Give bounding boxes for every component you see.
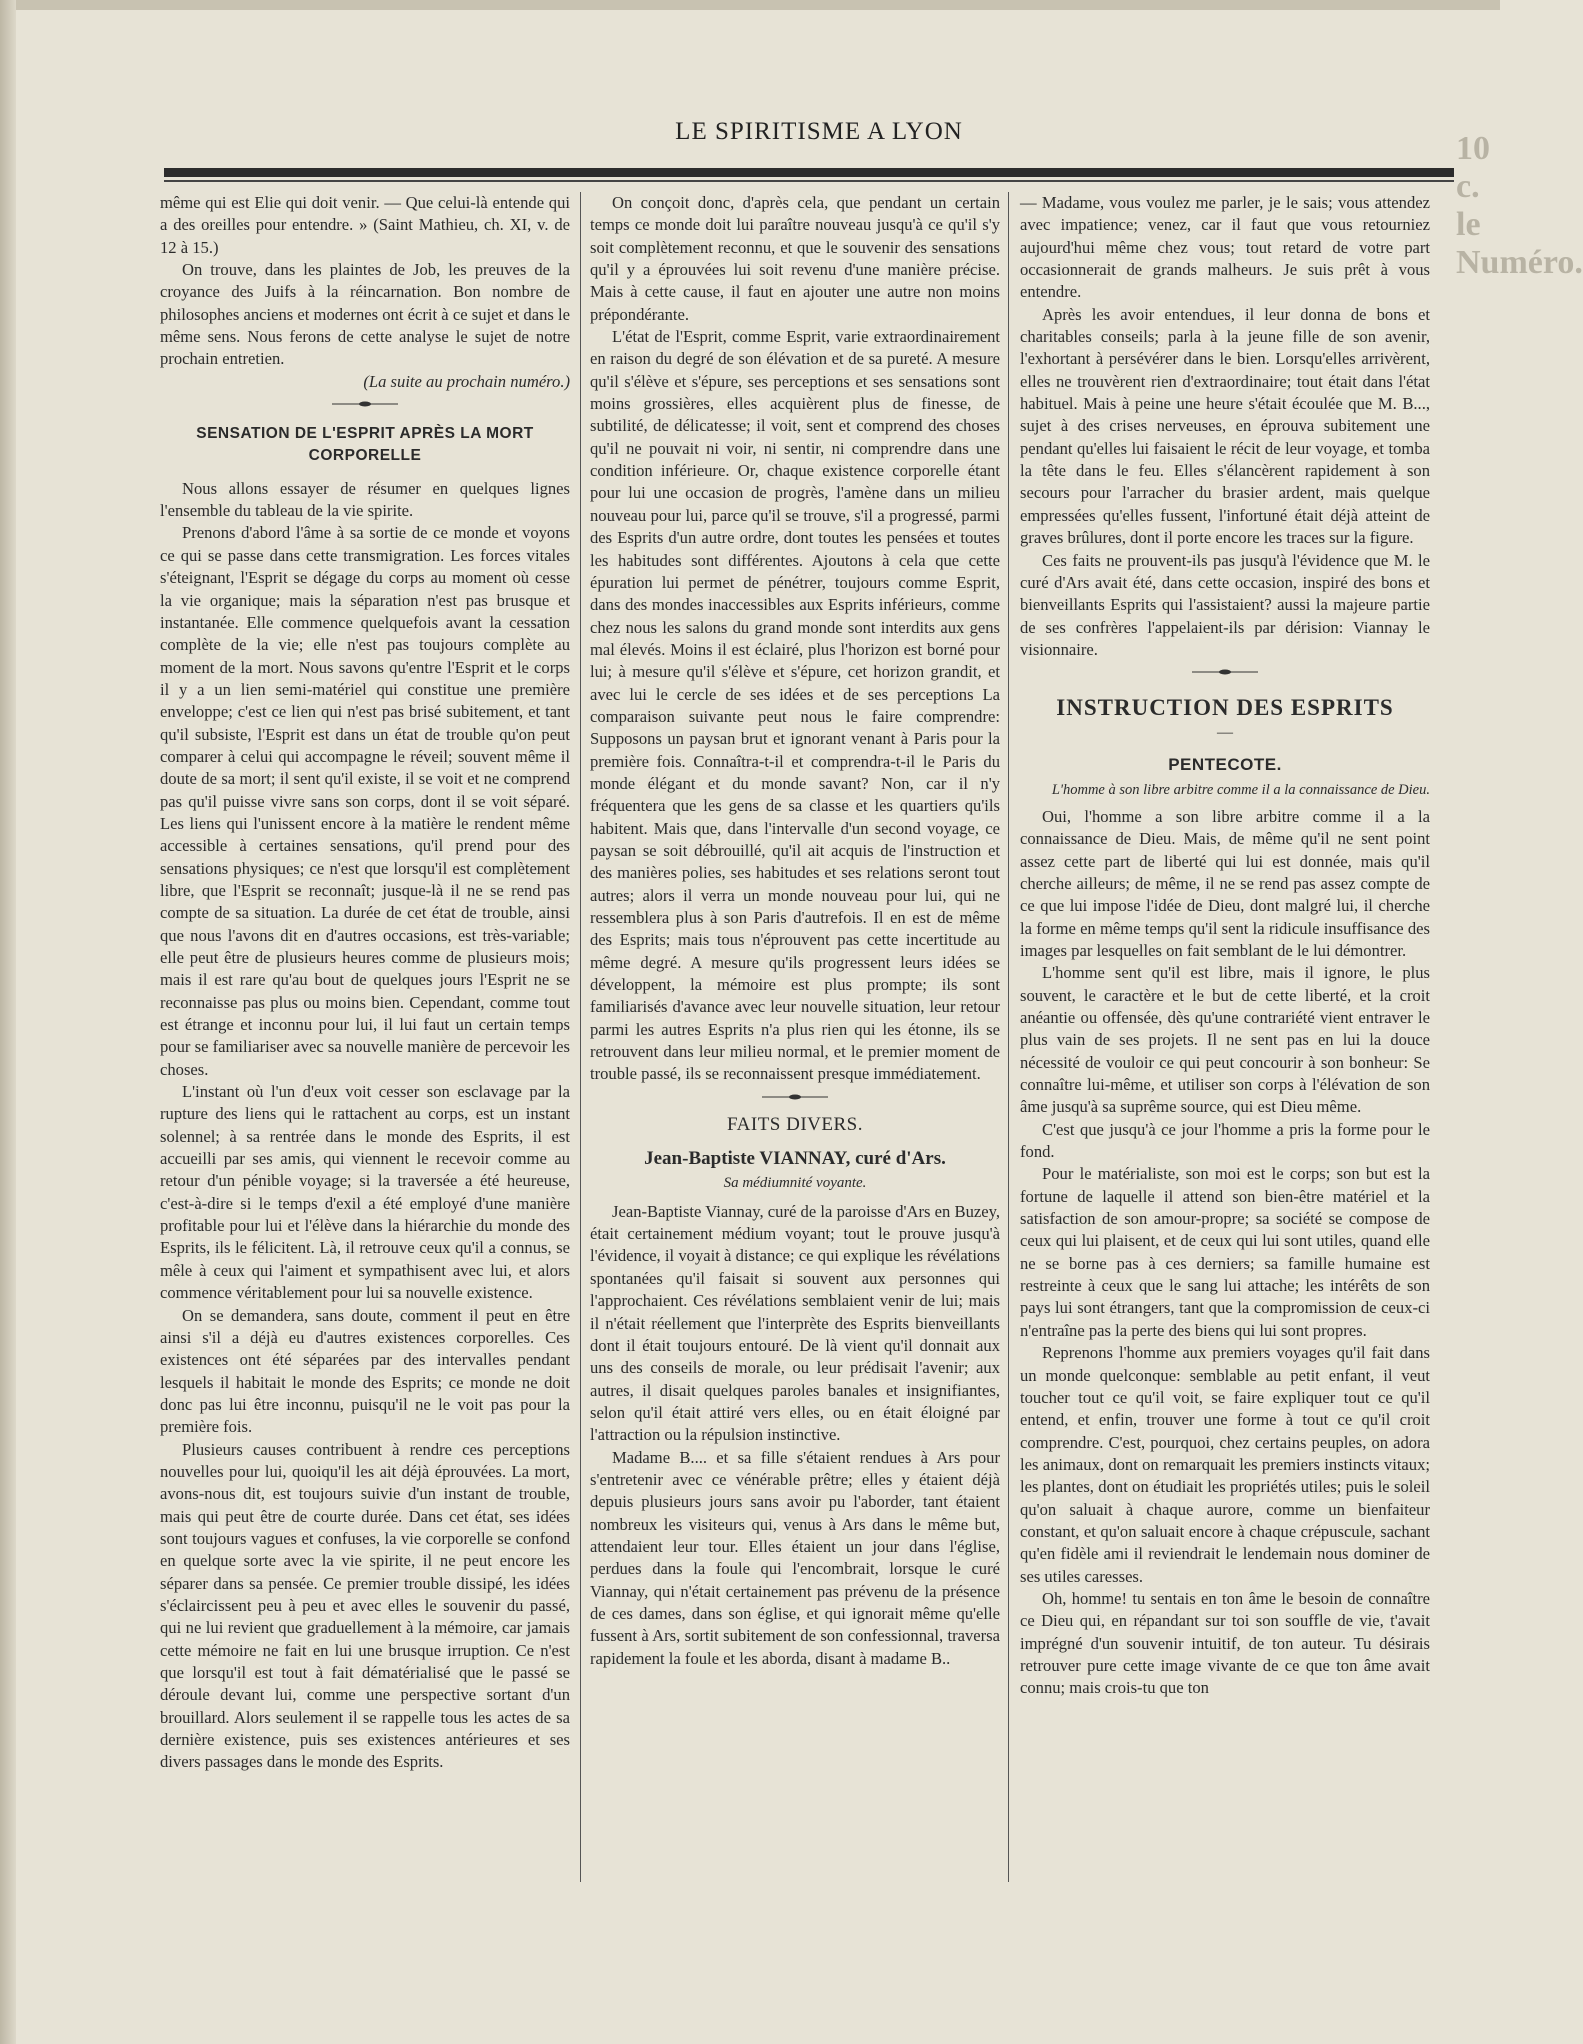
page-left-edge: [0, 0, 16, 2044]
paragraph: C'est que jusqu'à ce jour l'homme a pris la forme pour le fond.: [1020, 1119, 1430, 1162]
paragraph: Oh, homme! tu sentais en ton âme le besoin de connaître ce Dieu qui, en répandant sur toi son souffle de vie, t'avait imprégné d'un souvenir intuitif, de ton auteur. Tu désirais retrouver pure cette image vivante de ce que ton âme avait connu; mais crois-tu que ton: [1020, 1588, 1430, 1698]
paragraph: On conçoit donc, d'après cela, que pendant un certain temps ce monde doit lui paraître nouveau jusqu'à ce qu'il s'y soit complètement reconnu, et que le souvenir des sensations qu'il y a éprouvées lui soit revenu d'une manière précise. Mais à cette cause, il faut en ajouter une autre non moins prépondérante.: [590, 193, 1000, 324]
ornament-divider: [1190, 667, 1260, 677]
page-header: [164, 118, 1474, 146]
ornament-divider: [330, 399, 400, 409]
paragraph: Après les avoir entendues, il leur donna de bons et charitables conseils; parla à la jeune fille de son avenir, l'exhortant à persévérer dans le bien. Lorsqu'elles arrivèrent, elles ne trouvèrent rien d'extraordinaire; tout était dans l'état habituel. Mais à peine une heure s'était écoulée que M. B..., sujet à des crises nerveuses, en éprouva subitement une pendant qu'elles lui faisaient le récit de leur voyage, et tomba la tête dans le feu. Elles s'élancèrent rapidement à son secours pour l'arracher du brasier ardent, mais quelque empressées qu'elles fussent, l'infortuné était déjà atteint de graves brûlures, dont il porte encore les traces sur la figure.: [1020, 304, 1430, 548]
column-divider: [580, 192, 581, 1882]
paragraph: L'homme sent qu'il est libre, mais il ignore, le plus souvent, le caractère et le but de cette liberté, et la croit anéantie ou offensée, dès qu'une contrariété vient entraver le plus vain de ses projets. Il ne sent pas en lui la douce nécessité de vouloir ce qui peut concourir à son bonheur: Se connaître lui-même, et utiliser son corps à l'élévation de son âme jusqu'à sa suprême source, qui est Dieu même.: [1020, 963, 1430, 1117]
bleed-through-text: 10 c. le Numéro.: [1456, 130, 1583, 281]
header-rule-thin: [164, 180, 1454, 182]
header-rule-thick: [164, 168, 1454, 177]
paragraph: L'état de l'Esprit, comme Esprit, varie extraordinairement en raison du degré de son élévation et de sa pureté. A mesure qu'il s'élève et s'épure, ses perceptions et ses sensations sont moins grossières, elles acquièrent plus de finesse, de subtilité, de délicatesse; il voit, sent et comprend des choses qu'il ne pouvait ni voir, ni sentir, ni comprendre dans une condition inférieure. Or, chaque existence corporelle étant pour lui une occasion de progrès, l'amène dans un milieu nouveau pour lui, parce qu'il se trouve, s'il a progressé, parmi des Esprits d'un autre ordre, dont toutes les pensées et toutes les habitudes sont différentes. Ajoutons à cela que cette épuration lui permet de pénétrer, toujours comme Esprit, dans des mondes inaccessibles aux Esprits inférieurs, comme chez nous les salons du grand monde sont interdits aux gens mal élevés. Moins il est éclairé, plus l'horizon est borné pour lui; à mesure qu'il s'élève et s'épure, cet horizon grandit, et avec lui le cercle de ses idées et de ses perceptions La comparaison suivante peut nous le faire comprendre: Supposons un paysan brut et ignorant venant à Paris pour la première fois. Connaîtra-t-il et comprendra-t-il le Paris du monde élégant et du monde savant? Non, car il n'y fréquentera que les gens de sa classe et les quartiers qu'ils habitent. Mais que, dans l'intervalle d'un second voyage, ce paysan se soit débrouillé, qu'il ait acquis de l'instruction et des manières polies, ses habitudes et ses relations seront tout autres; alors il verra un monde nouveau pour lui, qui ne ressemblera plus à son Paris d'autrefois. Il en est de même des Esprits; mais tous n'éprouvent pas cette incertitude au même degré. A mesure qu'ils progressent leurs idées se développent, la mémoire est plus prompte; ils sont familiarisés d'avance avec leur nouvelle situation, leur retour parmi les autres Esprits n'a plus rien qui les étonne, ils se retrouvent dans leur milieu normal, et le premier moment de trouble passé, ils se reconnaissent presque immédiatement.: [590, 327, 1000, 1084]
section-title: SENSATION DE L'ESPRIT APRÈS LA MORT CORPORELLE: [196, 425, 534, 465]
dash-divider: —: [1217, 723, 1233, 741]
column-divider: [1008, 192, 1009, 1882]
continuation-note: (La suite au prochain numéro.): [363, 371, 570, 391]
paragraph: même qui est Elie qui doit venir. — Que celui-là entende qui a des oreilles pour entendre. » (Saint Mathieu, ch. XI, v. de 12 à 15.): [160, 193, 570, 257]
paragraph: — Madame, vous voulez me parler, je le sais; vous attendez avec impatience; venez, car il faut que vous retourniez aujourd'hui même chez vous; tout retard de votre part occasionnerait de grands malheurs. Je suis prêt à vous entendre.: [1020, 193, 1430, 302]
paragraph: L'instant où l'un d'eux voit cesser son esclavage par la rupture des liens qui le rattachent au corps, est un instant solennel; à sa rentrée dans le monde des Esprits, il est accueilli par ses amis, qui viennent le recevoir comme au retour d'un pénible voyage; si la traversée a été heureuse, c'est-à-dire si le temps d'exil a été employé d'une manière profitable pour lui et l'élève dans la hiérarchie du monde des Esprits, ils le félicitent. Là, il retrouve ceux qu'il a connus, se mêle à ceux qui l'aiment et sympathisent avec lui, et alors commence véritablement pour lui sa nouvelle existence.: [160, 1082, 570, 1303]
column-1: [160, 192, 570, 1892]
column-3: [1020, 192, 1430, 1892]
epigraph: L'homme à son libre arbitre comme il a la connaissance de Dieu.: [1051, 781, 1430, 798]
ornament-divider: [760, 1092, 830, 1102]
paragraph: Pour le matérialiste, son moi est le corps; son but est la fortune de laquelle il attend son bien-être matériel et la satisfaction de son amour-propre; sa société se compose de ceux qui lui plaisent, et de ceux qui lui sont utiles, quand elle ne se borne pas à ces derniers; sa famille humaine est restreinte à ceux que le sang lui attache; les intérêts de son pays lui sont étrangers, tant que la compromission de ceux-ci n'entraîne pas la perte des biens qui lui sont propres.: [1020, 1164, 1430, 1340]
article-subtitle: Sa médiumnité voyante.: [723, 1175, 867, 1192]
paragraph: Madame B.... et sa fille s'étaient rendues à Ars pour s'entretenir avec ce vénérable prêtre; elles y étaient déjà depuis plusieurs jours sans avoir pu l'aborder, tant étaient nombreux les visiteurs qui, venus à Ars dans le même but, attendaient leur tour. Elles étaient un jour dans l'église, perdues dans la foule qui l'encombrait, lorsque le curé Viannay, qui n'était certainement pas prévenu de la présence de ces dames, dans son église, et qui ignorait même qu'elle fussent à Ars, sortit subitement de son confessionnal, traversa rapidement la foule et les aborda, disant à madame B..: [590, 1447, 1000, 1668]
section-title: FAITS DIVERS.: [727, 1113, 863, 1135]
newspaper-title: LE SPIRITISME A LYON: [675, 118, 963, 145]
paragraph: Plusieurs causes contribuent à rendre ces perceptions nouvelles pour lui, quoiqu'il les ait déjà éprouvées. La mort, avons-nous dit, est toujours suivie d'un instant de trouble, mais qui peut être de courte durée. Dans cet état, ses idées sont toujours vagues et confuses, la vie corporelle se confond en quelque sorte avec la vie spirite, il ne peut encore les séparer dans sa pensée. Ce premier trouble dissipé, les idées s'éclaircissent peu à peu et avec elles le souvenir du passé, qui ne lui revient que graduellement à la mémoire, car jamais cette mémoire ne fait en lui une brusque irruption. Ce n'est que lorsqu'il est tout à fait dématérialisé que le passé se déroule devant lui, comme une perspective sortant d'un brouillard. Alors seulement il se rappelle tous les actes de sa dernière existence, puis ses existences antérieures et ses divers passages dans le monde des Esprits.: [160, 1439, 570, 1772]
paragraph: Nous allons essayer de résumer en quelques lignes l'ensemble du tableau de la vie spirite.: [160, 478, 570, 521]
article-title: PENTECOTE.: [1168, 754, 1282, 774]
paragraph: Oui, l'homme a son libre arbitre comme il a la connaissance de Dieu. Mais, de même qu'il ne sent point assez cette part de liberté qui lui est donnée, mais qu'il cherche ailleurs; de même, il ne se rend pas assez compte de ce que lui impose l'idée de Dieu, dont malgré lui, il cherche la forme en même temps qu'il sent la ridicule insuffisance des images par lesquelles on fait semblant de le lui démontrer.: [1020, 806, 1430, 960]
page-top-edge: [0, 0, 1500, 10]
article-title: Jean-Baptiste VIANNAY, curé d'Ars.: [644, 1148, 946, 1170]
paragraph: On se demandera, sans doute, comment il peut en être ainsi s'il a déjà eu d'autres existences corporelles. Ces existences ont été séparées par des intervalles pendant lesquels il habitait le monde des Esprits; ce monde ne doit donc pas lui être inconnu, puisqu'il ne le voit pas pour la première fois.: [160, 1305, 570, 1437]
column-2: [590, 192, 1000, 1892]
section-title: INSTRUCTION DES ESPRITS: [1056, 695, 1394, 721]
paragraph: On trouve, dans les plaintes de Job, les preuves de la croyance des Juifs à la réincarnation. Bon nombre de philosophes anciens et modernes ont écrit à ce sujet et dans le même sens. Nous ferons de cette analyse le sujet de notre prochain entretien.: [160, 260, 570, 369]
paragraph: Reprenons l'homme aux premiers voyages qu'il fait dans un monde quelconque: semblable au petit enfant, il veut toucher tout ce qu'il voit, se faire expliquer tout ce qu'il entend, et enfin, trouver une forme à tout ce qu'il croit comprendre. C'est, pourquoi, chez certains peuples, on adora les animaux, dont on remarquait les premiers instincts vitaux; les plantes, dont on étudiait les propriétés utiles; puis le soleil qu'on saluait à chaque aurore, comme un bienfaiteur constant, et qu'on saluait encore à chaque crépuscule, sachant qu'en fidèle ami il reviendrait le lendemain nous dominer de ses utiles caresses.: [1020, 1343, 1430, 1586]
paragraph: Prenons d'abord l'âme à sa sortie de ce monde et voyons ce qui se passe dans cette transmigration. Les forces vitales s'éteignant, l'Esprit se dégage du corps au moment où cesse la vie organique; mais la séparation n'est pas brusque et instantanée. Elle commence quelquefois avant la cessation complète de la vie; elle n'est pas toujours complète au moment de la mort. Nous savons qu'entre l'Esprit et le corps il y a un lien semi-matériel qui constitue une première enveloppe; c'est ce lien qui n'est pas brisé subitement, et tant qu'il subsiste, l'Esprit est dans un état de trouble qu'on peut comparer à celui qui accompagne le réveil; souvent même il doute de sa mort; il sent qu'il existe, il se voit et ne comprend pas qu'il puisse vivre sans son corps, dont il se voit séparé. Les liens qui l'unissent encore à la matière le rendent même accessible à certaines sensations, qu'il prend pour des sensations physiques; ce n'est que lorsqu'il est complètement libre, que l'Esprit se reconnaît; jusque-là il ne se rend pas compte de sa situation. La durée de cet état de trouble, ainsi que nous l'avons dit en d'autres occasions, est très-variable; elle peut être de plusieurs heures comme de plusieurs mois; mais il est rare qu'au bout de quelques jours l'Esprit ne se reconnaisse pas plus ou moins bien. Cependant, comme tout est étrange et inconnu pour lui, il lui faut un certain temps pour se familiariser avec sa nouvelle manière de percevoir les choses.: [160, 523, 570, 1079]
paragraph: Ces faits ne prouvent-ils pas jusqu'à l'évidence que M. le curé d'Ars avait été, dans cette occasion, inspiré des bons et bienveillants Esprits qui l'assistaient? aussi la majeure partie de ses confrères l'appelaient-ils par dérision: Viannay le visionnaire.: [1020, 550, 1430, 659]
paragraph: Jean-Baptiste Viannay, curé de la paroisse d'Ars en Buzey, était certainement médium voyant; tout le prouve jusqu'à l'évidence, il voyait à distance; ce qui explique les révélations spontanées qu'il faisait si souvent aux personnes qui l'approchaient. Ces révélations semblaient venir de lui; mais il n'était réellement que l'interprète des Esprits bienveillants dont il était toujours entouré. De là vient qu'il donnait aux uns des conseils de morale, ou leur prédisait l'avenir; aux autres, il disait quelques paroles banales et insignifiantes, selon qu'il était attiré vers elles, ou en était éloigné par l'attraction ou la répulsion instinctive.: [590, 1201, 1000, 1445]
